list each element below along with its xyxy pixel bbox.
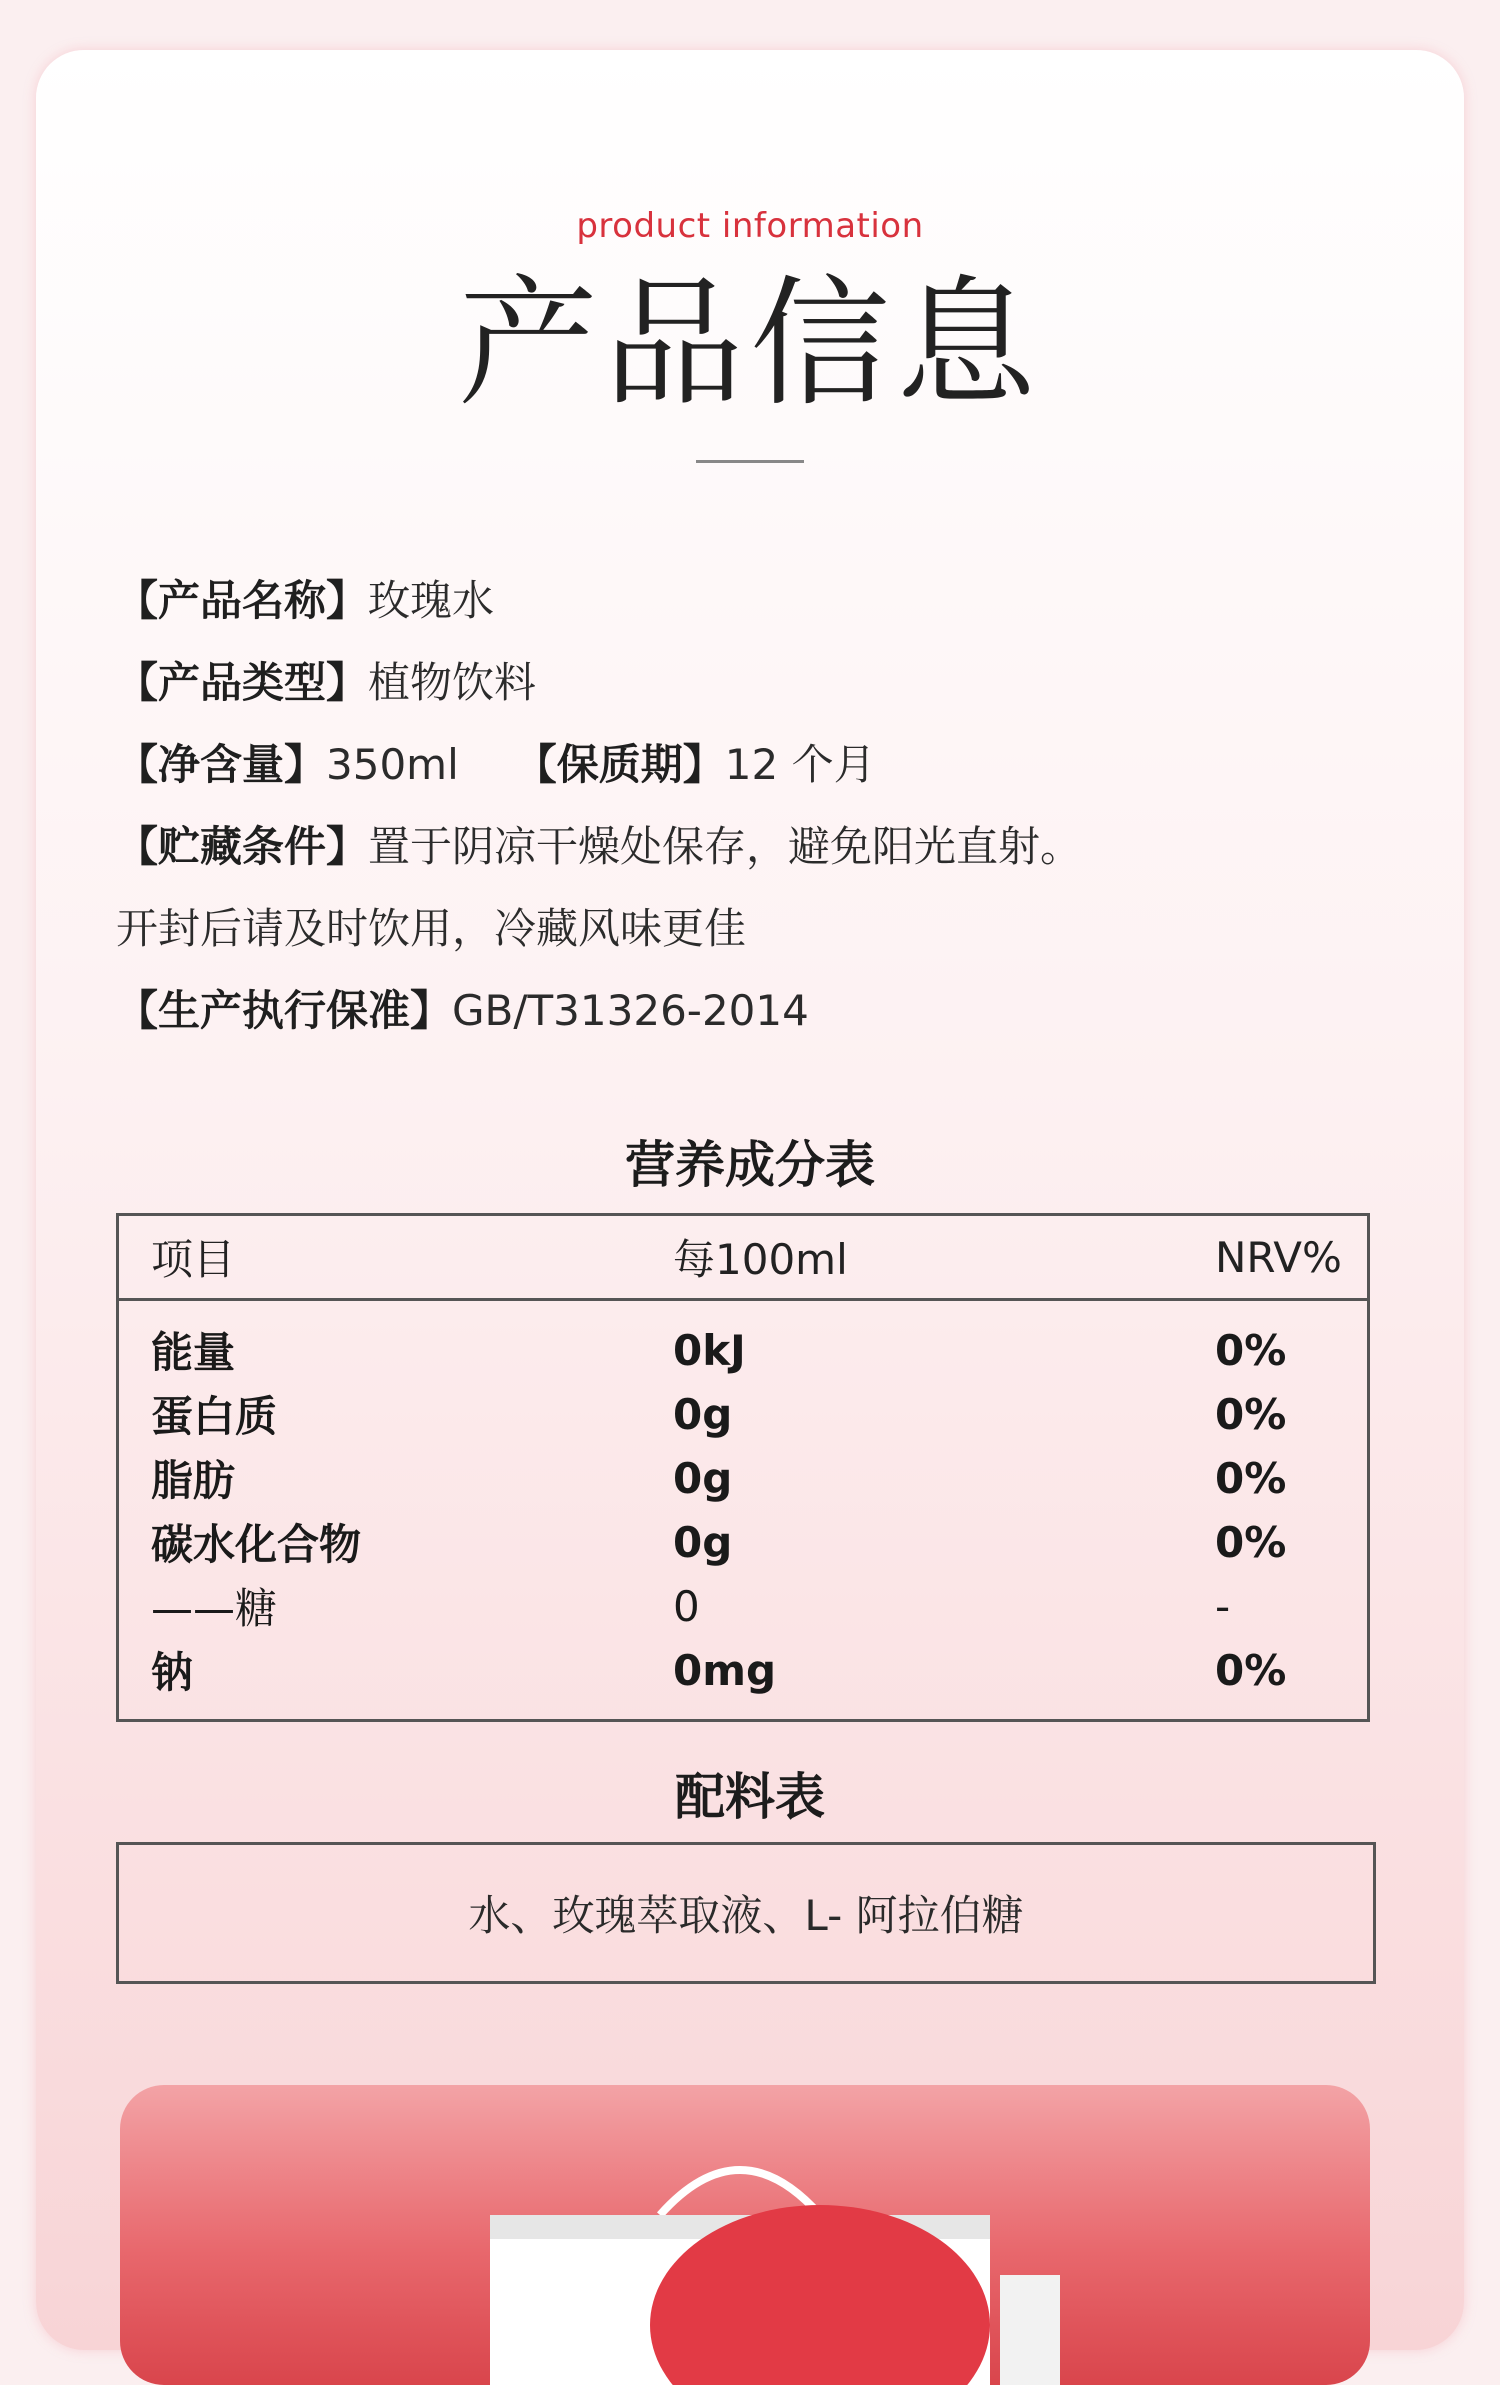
info-row-standard (116, 970, 1376, 1052)
row-per100: 0 (673, 1581, 700, 1631)
nutrition-title-wrap (0, 1125, 1500, 1197)
storage-value: 置于阴凉干燥处保存，避免阳光直射。 (368, 822, 1083, 871)
row-nrv: - (1215, 1581, 1231, 1631)
row-nrv: 0% (1215, 1325, 1287, 1375)
product-photo (120, 2085, 1370, 2385)
ingredients-box (116, 1842, 1376, 1984)
net-label: 【净含量】 (116, 740, 327, 789)
type-label: 【产品类型】 (116, 658, 369, 707)
table-row (118, 1446, 1369, 1510)
info-row-name (116, 560, 1376, 642)
page-title: 产品信息 (457, 263, 1042, 426)
shelf-value: 12 个月 (724, 740, 876, 789)
table-row (118, 1510, 1369, 1574)
nutrition-title: 营养成分表 (625, 1125, 875, 1197)
storage-note: 开封后请及时饮用，冷藏风味更佳 (116, 904, 747, 953)
row-per100: 0g (673, 1389, 733, 1439)
ingredients-text: 水、玫瑰萃取液、L- 阿拉伯糖 (468, 1891, 1024, 1940)
storage-label: 【贮藏条件】 (116, 822, 369, 871)
table-row (118, 1574, 1369, 1638)
row-item: 钠 (151, 1648, 194, 1697)
title-divider (696, 460, 804, 463)
row-per100: 0g (673, 1453, 733, 1503)
ingredients-title-wrap (0, 1757, 1500, 1829)
info-row-type (116, 642, 1376, 724)
row-per100: 0mg (673, 1645, 777, 1695)
row-nrv: 0% (1215, 1453, 1287, 1503)
standard-label: 【生产执行保准】 (116, 986, 453, 1035)
header-item: 项目 (118, 1215, 673, 1300)
product-info (116, 560, 1376, 1052)
name-label: 【产品名称】 (116, 576, 369, 625)
gift-box-image (120, 2085, 1370, 2385)
header-nrv: NRV% (1214, 1215, 1369, 1300)
english-title: product information (576, 206, 924, 246)
row-item: ——糖 (151, 1584, 278, 1633)
nutrition-table (116, 1213, 1370, 1722)
table-header-row (118, 1215, 1369, 1300)
ingredients-title: 配料表 (675, 1757, 825, 1829)
table-row (118, 1382, 1369, 1446)
type-value: 植物饮料 (368, 658, 537, 707)
row-nrv: 0% (1215, 1389, 1287, 1439)
table-row (118, 1638, 1369, 1721)
net-value: 350ml (326, 740, 459, 789)
shelf-label: 【保质期】 (514, 740, 725, 789)
table-row (118, 1300, 1369, 1383)
row-item: 碳水化合物 (151, 1520, 362, 1569)
row-nrv: 0% (1215, 1645, 1287, 1695)
row-item: 脂肪 (151, 1456, 236, 1505)
standard-value: GB/T31326-2014 (452, 986, 809, 1035)
row-item: 蛋白质 (151, 1392, 278, 1441)
row-nrv: 0% (1215, 1517, 1287, 1567)
info-row-storage-note (116, 888, 1376, 970)
row-per100: 0g (673, 1517, 733, 1567)
row-per100: 0kJ (673, 1325, 746, 1375)
info-row-net-shelf (116, 724, 1376, 806)
name-value: 玫瑰水 (368, 576, 495, 625)
info-row-storage (116, 806, 1376, 888)
header-per100: 每100ml (672, 1215, 1214, 1300)
bottle (1000, 2275, 1060, 2385)
row-item: 能量 (151, 1328, 236, 1377)
